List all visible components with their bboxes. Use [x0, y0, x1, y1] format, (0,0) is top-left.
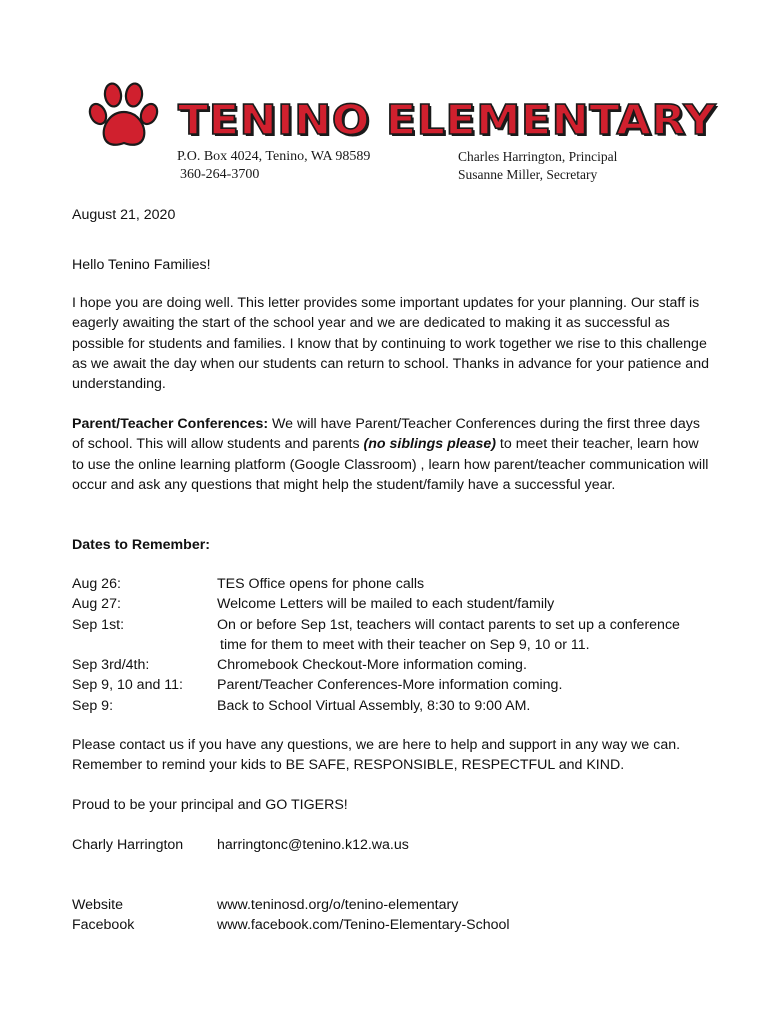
staff-block	[458, 148, 617, 184]
school-name-logo: TENINO ELEMENTARY	[178, 96, 717, 144]
secretary-name: Susanne Miller, Secretary	[458, 167, 598, 182]
letter-date: August 21, 2020	[72, 207, 176, 223]
conferences-heading: Parent/Teacher Conferences:	[72, 416, 269, 432]
facebook-row	[72, 915, 510, 935]
website-label: Website	[72, 897, 123, 913]
signature-row	[72, 835, 409, 855]
intro-paragraph: I hope you are doing well. This letter provides some important updates for your planning. Our staff is eagerly awaiting the start of the school year and we are dedicated to making it as successful as possible for students and families. I know that by continuing to work together we rise to this challenge as we await the day when our students can return to school. Thanks in advance for your patience and understanding.	[72, 295, 709, 393]
website-row	[72, 895, 458, 915]
paw-print-icon	[88, 82, 160, 150]
letter-greeting: Hello Tenino Families!	[72, 257, 211, 273]
dates-heading: Dates to Remember:	[72, 537, 210, 553]
signature-email-link[interactable]: harringtonc@tenino.k12.wa.us	[217, 837, 409, 853]
date-label: Aug 27:	[72, 596, 121, 613]
date-row	[72, 594, 722, 614]
date-event: Chromebook Checkout-More information coming.	[217, 657, 527, 674]
date-label: Aug 26:	[72, 576, 121, 592]
closing-line: Proud to be your principal and GO TIGERS!	[72, 797, 348, 813]
date-label: Sep 9:	[72, 697, 114, 714]
website-link[interactable]: www.teninosd.org/o/tenino-elementary	[217, 897, 459, 913]
date-label: Sep 1st:	[72, 616, 125, 633]
school-address-block	[177, 148, 370, 184]
date-event: Welcome Letters will be mailed to each student/family	[217, 596, 555, 613]
facebook-link[interactable]: www.facebook.com/Tenino-Elementary-School	[217, 917, 510, 933]
school-phone: 360-264-3700	[180, 167, 260, 182]
date-row	[72, 574, 722, 594]
date-event: Parent/Teacher Conferences-More information coming.	[217, 677, 563, 694]
date-row	[72, 615, 722, 656]
date-event: Back to School Virtual Assembly, 8:30 to 9:00 AM.	[217, 697, 531, 714]
date-event-cell	[217, 615, 722, 656]
date-label: Sep 9, 10 and 11:	[72, 677, 183, 694]
date-row	[72, 675, 722, 695]
school-address: P.O. Box 4024, Tenino, WA 98589	[177, 149, 371, 164]
conferences-emphasis: (no siblings please)	[363, 436, 496, 453]
signature-name: Charly Harrington	[72, 837, 184, 853]
date-event: On or before Sep 1st, teachers will contact parents to set up a conference	[217, 616, 680, 633]
date-event: TES Office opens for phone calls	[217, 576, 425, 592]
date-event-continuation: time for them to meet with their teacher on Sep 9, 10 or 11.	[220, 636, 590, 653]
conferences-paragraph	[72, 414, 712, 495]
date-row	[72, 655, 722, 675]
principal-name: Charles Harrington, Principal	[458, 149, 618, 164]
conferences-text-after: to meet their teacher, learn how to use the online learning platform (Google Classroom) , learn how parent/teacher communication will occur and ask any questions that might help the student/family have a successful year.	[72, 436, 709, 493]
date-label: Sep 3rd/4th:	[72, 657, 150, 674]
conferences-text-before: We will have Parent/Teacher Conferences during the first three days of school. This will allow students and parents	[72, 416, 700, 453]
dates-table	[72, 574, 722, 716]
contact-paragraph: Please contact us if you have any questions, we are here to help and support in any way we can. Remember to remind your kids to BE SAFE, RESPONSIBLE, RESPECTFUL and KIND.	[72, 737, 681, 774]
date-row	[72, 696, 722, 716]
facebook-label: Facebook	[72, 917, 135, 933]
